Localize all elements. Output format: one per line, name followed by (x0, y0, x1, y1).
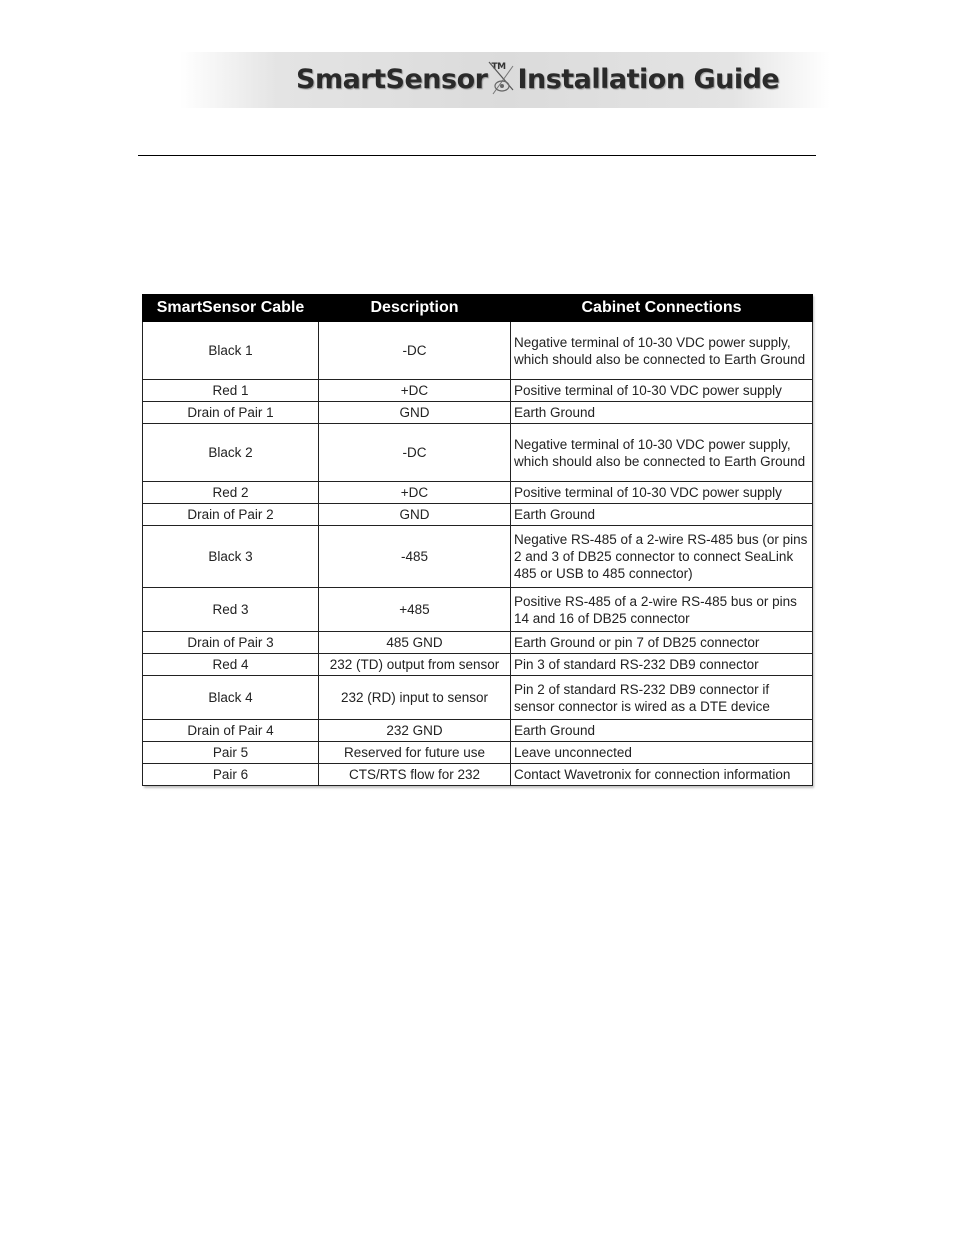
cell-connection: Leave unconnected (511, 742, 813, 764)
cell-connection: Negative terminal of 10-30 VDC power supply, which should also be connected to Earth Ground (511, 424, 813, 482)
cell-connection: Pin 3 of standard RS-232 DB9 connector (511, 654, 813, 676)
cell-description: 232 (TD) output from sensor (319, 654, 511, 676)
table-row (143, 720, 813, 742)
table-row (143, 632, 813, 654)
cell-cable: Black 1 (143, 322, 319, 380)
cell-cable: Red 4 (143, 654, 319, 676)
cell-cable: Red 1 (143, 380, 319, 402)
cell-cable: Drain of Pair 2 (143, 504, 319, 526)
cell-connection: Positive RS-485 of a 2-wire RS-485 bus or pins 14 and 16 of DB25 connector (511, 588, 813, 632)
table-row (143, 380, 813, 402)
cable-connections-table-wrapper (142, 294, 812, 786)
cable-connections-table (142, 294, 813, 786)
table-row (143, 322, 813, 380)
header-divider (138, 155, 816, 156)
cell-description: +DC (319, 380, 511, 402)
table-row (143, 676, 813, 720)
cell-cable: Black 3 (143, 526, 319, 588)
cell-connection: Earth Ground (511, 720, 813, 742)
cell-description: CTS/RTS flow for 232 (319, 764, 511, 786)
cell-description: -DC (319, 322, 511, 380)
cell-cable: Drain of Pair 1 (143, 402, 319, 424)
header-title-left: SmartSensor (296, 64, 488, 95)
cell-cable: Pair 5 (143, 742, 319, 764)
table-row (143, 424, 813, 482)
cell-cable: Drain of Pair 3 (143, 632, 319, 654)
cell-cable: Red 3 (143, 588, 319, 632)
cell-cable: Red 2 (143, 482, 319, 504)
cell-cable: Black 2 (143, 424, 319, 482)
cell-connection: Contact Wavetronix for connection information (511, 764, 813, 786)
cell-connection: Negative RS-485 of a 2-wire RS-485 bus (or pins 2 and 3 of DB25 connector to connect SeaLink 485 or USB to 485 connector) (511, 526, 813, 588)
cell-description: 485 GND (319, 632, 511, 654)
cell-description: 232 GND (319, 720, 511, 742)
cell-description: -485 (319, 526, 511, 588)
cell-cable: Drain of Pair 4 (143, 720, 319, 742)
smartsensor-logo-icon (487, 60, 517, 100)
cell-cable: Black 4 (143, 676, 319, 720)
cell-description: -DC (319, 424, 511, 482)
cell-connection: Positive terminal of 10-30 VDC power supply (511, 482, 813, 504)
cell-connection: Earth Ground (511, 504, 813, 526)
trademark-mark: TM (491, 62, 506, 72)
cell-connection: Positive terminal of 10-30 VDC power supply (511, 380, 813, 402)
table-row (143, 504, 813, 526)
cell-connection: Earth Ground (511, 402, 813, 424)
cell-cable: Pair 6 (143, 764, 319, 786)
cell-description: +485 (319, 588, 511, 632)
cell-description: +DC (319, 482, 511, 504)
column-header-connections: Cabinet Connections (511, 295, 813, 322)
cell-description: GND (319, 504, 511, 526)
table-row (143, 482, 813, 504)
table-row (143, 526, 813, 588)
cell-description: 232 (RD) input to sensor (319, 676, 511, 720)
cell-connection: Earth Ground or pin 7 of DB25 connector (511, 632, 813, 654)
cell-description: GND (319, 402, 511, 424)
table-row (143, 742, 813, 764)
page-header-title (296, 60, 779, 100)
column-header-cable: SmartSensor Cable (143, 295, 319, 322)
header-title-right: Installation Guide (517, 64, 780, 95)
table-row (143, 588, 813, 632)
table-row (143, 654, 813, 676)
cell-description: Reserved for future use (319, 742, 511, 764)
table-header-row (143, 295, 813, 322)
table-row (143, 764, 813, 786)
cell-connection: Pin 2 of standard RS-232 DB9 connector if sensor connector is wired as a DTE device (511, 676, 813, 720)
cell-connection: Negative terminal of 10-30 VDC power supply, which should also be connected to Earth Ground (511, 322, 813, 380)
column-header-description: Description (319, 295, 511, 322)
table-row (143, 402, 813, 424)
